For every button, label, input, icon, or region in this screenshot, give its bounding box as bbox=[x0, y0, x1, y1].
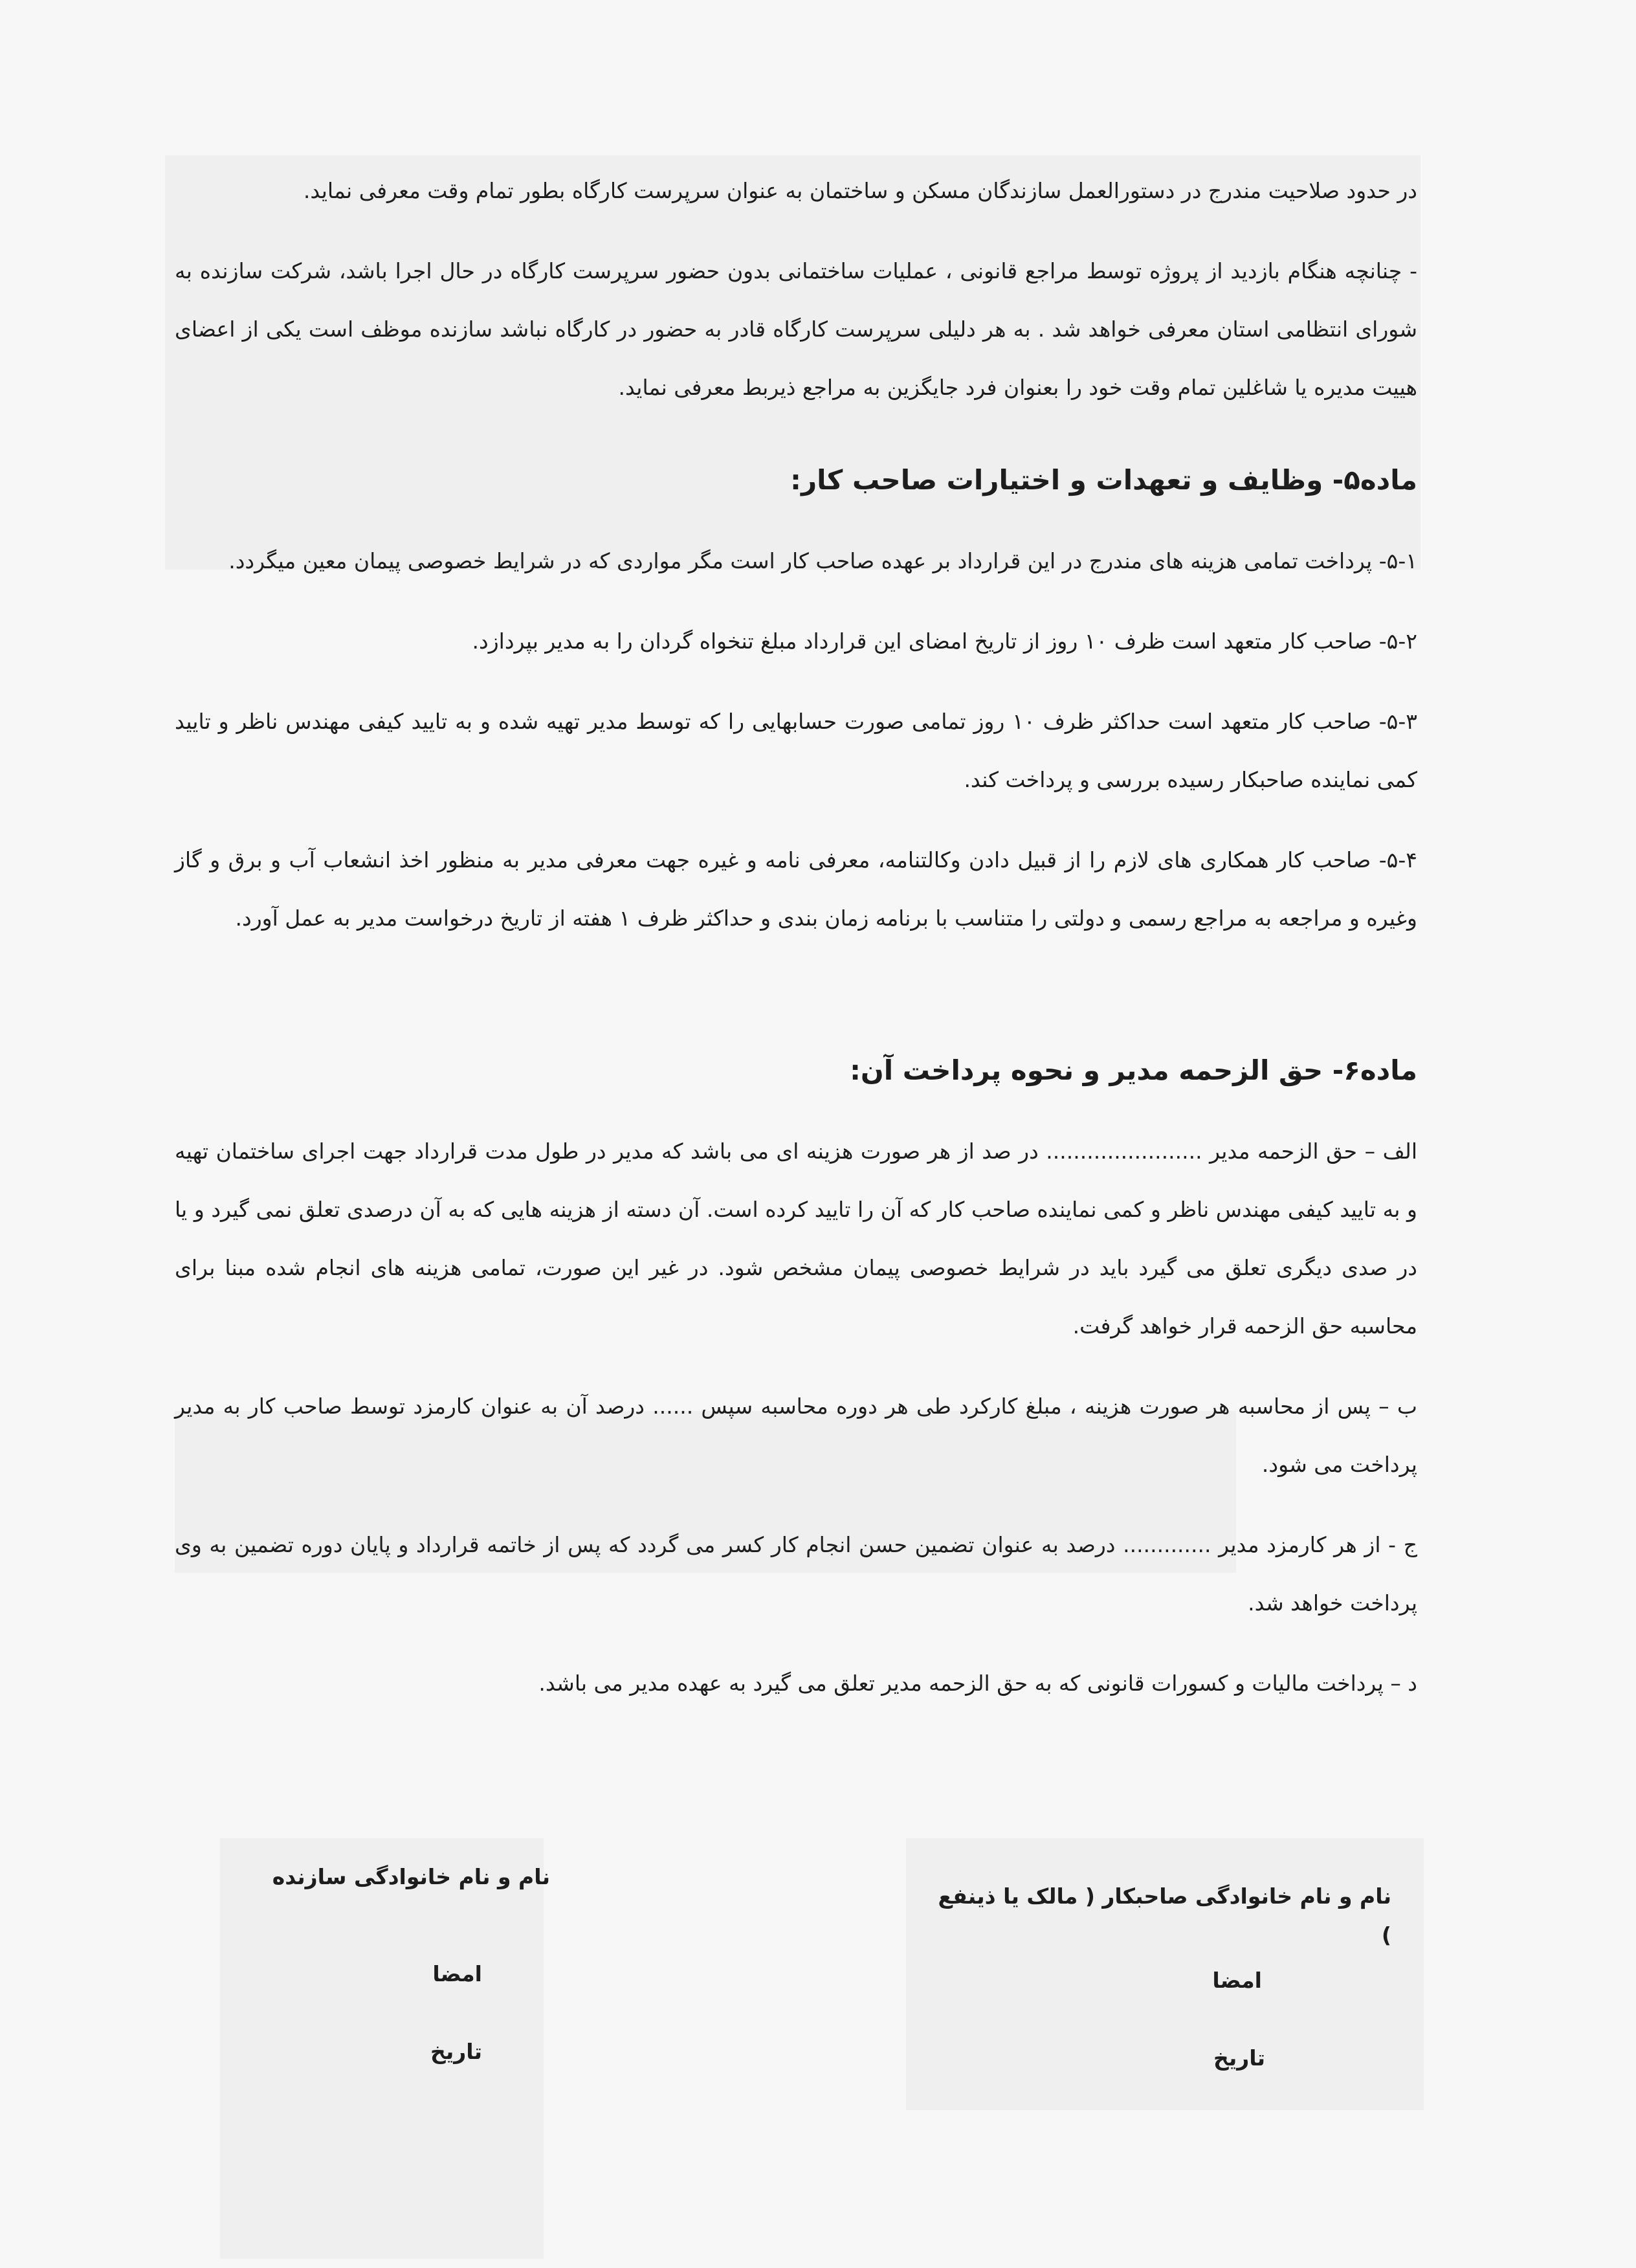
article-5-item: ۵-۲- صاحب کار متعهد است ظرف ۱۰ روز از تاریخ امضای این قرارداد مبلغ تنخواه گردان را به مدیر بپردازد. bbox=[472, 628, 1417, 654]
article-6-item: د – پرداخت مالیات و کسورات قانونی که به حق الزحمه مدیر تعلق می گیرد به عهده مدیر می باشد. bbox=[538, 1671, 1417, 1696]
article-6-item: ب – پس از محاسبه هر صورت هزینه ، مبلغ کارکرد طی هر دوره محاسبه سپس ...... درصد آن به عنوان کارمزد توسط صاحب کار به مدیر پرداخت می شود. bbox=[175, 1394, 1417, 1477]
article-5-item: ۵-۱- پرداخت تمامی هزینه های مندرج در این قرارداد بر عهده صاحب کار است مگر مواردی که در شرایط خصوصی پیمان معین میگردد. bbox=[228, 548, 1417, 573]
builder-signature-block bbox=[214, 1838, 550, 2064]
article-6-item: ج - از هر کارمزد مدیر ............. درصد به عنوان تضمین حسن انجام کار کسر می گردد که پس از خاتمه قرارداد و پایان دوره تضمین به وی پرداخت خواهد شد. bbox=[175, 1532, 1417, 1616]
article-5-heading: ماده۵- وظایف و تعهدات و اختیارات صاحب کار: bbox=[790, 464, 1417, 496]
document-page bbox=[175, 162, 1417, 1735]
owner-sign-label: امضا bbox=[1212, 1968, 1262, 1993]
owner-date-label: تاریخ bbox=[1213, 2045, 1265, 2071]
article-6-heading: ماده۶- حق الزحمه مدیر و نحوه پرداخت آن: bbox=[850, 1054, 1417, 1086]
owner-name-label: نام و نام خانوادگی صاحبکار ( مالک یا ذینفع ) bbox=[938, 1884, 1391, 1948]
owner-signature-block bbox=[925, 1838, 1391, 2071]
builder-sign-label: امضا bbox=[432, 1961, 482, 1986]
article-6-item: الف – حق الزحمه مدیر ....................... در صد از هر صورت هزینه ای می باشد که مدیر در طول مدت قرارداد جهت اجرای ساختمان تهیه و به تایید کیفی مهندس ناظر و کمی نماینده صاحب کار که آن را تایید کرده است. آن دسته از هزینه هایی که به آن درصدی تعلق نمی گیرد و یا در صدی دیگری تعلق می گیرد باید در شرایط خصوصی پیمان مشخص شود. در غیر این صورت، تمامی هزینه های انجام شده مبنا برای محاسبه حق الزحمه قرار خواهد گرفت. bbox=[175, 1139, 1417, 1339]
signature-section bbox=[214, 1838, 1391, 2110]
paragraph: در حدود صلاحیت مندرج در دستورالعمل سازندگان مسکن و ساختمان به عنوان سرپرست کارگاه بطور تمام وقت معرفی نماید. bbox=[303, 178, 1417, 203]
article-5-item: ۵-۳- صاحب کار متعهد است حداکثر ظرف ۱۰ روز تمامی صورت حسابهایی را که توسط مدیر تهیه شده و به تایید کیفی مهندس ناظر و تایید کمی نماینده صاحبکار رسیده بررسی و پرداخت کند. bbox=[175, 709, 1417, 792]
paragraph: - چنانچه هنگام بازدید از پروژه توسط مراجع قانونی ، عملیات ساختمانی بدون حضور سرپرست کارگاه در حال اجرا باشد، شرکت سازنده به شورای انتظامی استان معرفی خواهد شد . به هر دلیلی سرپرست کارگاه قادر به حضور در کارگاه نباشد سازنده موظف است یکی از اعضای هییت مدیره یا شاغلین تمام وقت خود را بعنوان فرد جایگزین به مراجع ذیربط معرفی نماید. bbox=[175, 258, 1417, 400]
builder-name-label: نام و نام خانوادگی سازنده bbox=[272, 1864, 550, 1889]
article-5-item: ۵-۴- صاحب کار همکاری های لازم را از قبیل دادن وکالتنامه، معرفی نامه و غیره جهت معرفی مدیر به منظور اخذ انشعاب آب و برق و گاز وغیره و مراجعه به مراجع رسمی و دولتی را متناسب با برنامه زمان بندی و حداکثر ظرف ۱ هفته از تاریخ درخواست مدیر به عمل آورد. bbox=[175, 847, 1417, 931]
builder-date-label: تاریخ bbox=[430, 2039, 482, 2064]
